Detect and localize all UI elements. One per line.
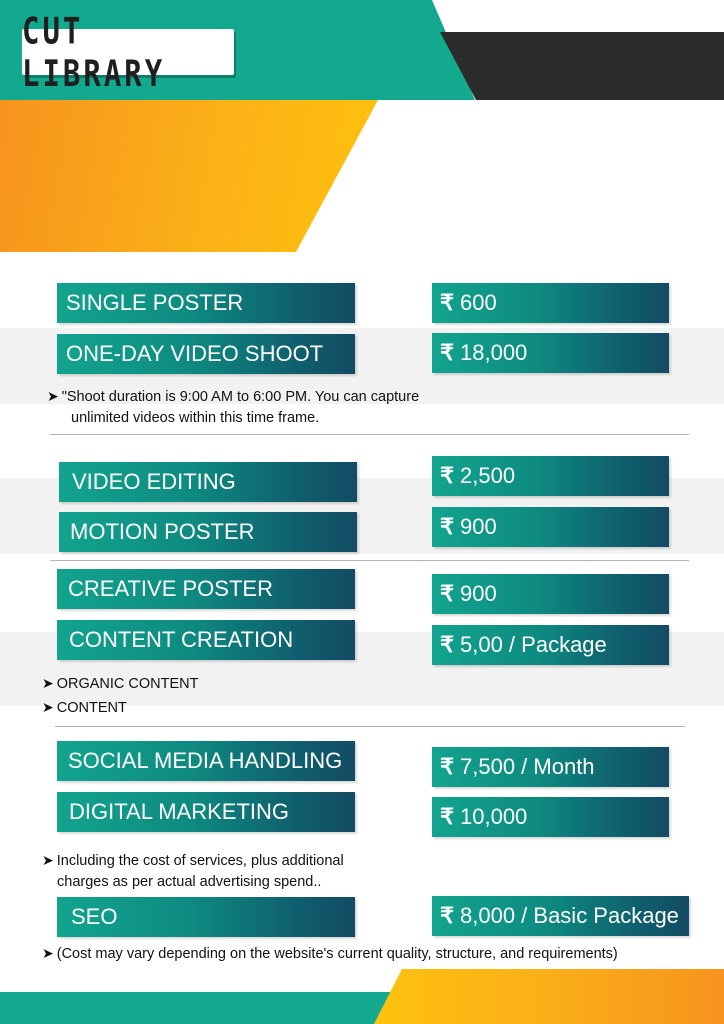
rupee-icon: ₹ [440, 514, 454, 539]
price-digital-marketing: ₹ 10,000 [432, 797, 669, 837]
arrow-bullet-icon: ➤ [42, 699, 54, 715]
logo [22, 9, 234, 95]
note-seo: ➤ (Cost may vary depending on the website's current quality, structure, and requirements) [42, 945, 618, 962]
price-content-creation: ₹ 5,00 / Package [432, 625, 669, 665]
price-video-editing: ₹ 2,500 [432, 456, 669, 496]
service-one-day-video-shoot: ONE-DAY VIDEO SHOOT [57, 334, 355, 374]
price-single-poster: ₹ 600 [432, 283, 669, 323]
rupee-icon: ₹ [440, 804, 454, 829]
note-content-creation: ➤ ORGANIC CONTENT ➤ CONTENT [42, 675, 199, 716]
service-video-editing: VIDEO EDITING [59, 462, 357, 502]
divider [55, 726, 685, 727]
arrow-bullet-icon: ➤ [47, 388, 59, 404]
price-creative-poster: ₹ 900 [432, 574, 669, 614]
divider [50, 560, 689, 561]
price-seo: ₹ 8,000 / Basic Package [432, 896, 689, 936]
service-single-poster: SINGLE POSTER [57, 283, 355, 323]
rupee-icon: ₹ [440, 754, 454, 779]
service-digital-marketing: DIGITAL MARKETING [57, 792, 355, 832]
service-seo: SEO [57, 897, 355, 937]
service-content-creation: CONTENT CREATION [57, 620, 355, 660]
rupee-icon: ₹ [440, 903, 454, 928]
divider [50, 434, 689, 435]
rupee-icon: ₹ [440, 632, 454, 657]
price-motion-poster: ₹ 900 [432, 507, 669, 547]
header-orange-shape [0, 100, 378, 252]
price-one-day-video-shoot: ₹ 18,000 [432, 333, 669, 373]
arrow-bullet-icon: ➤ [42, 852, 54, 868]
service-motion-poster: MOTION POSTER [59, 512, 357, 552]
arrow-bullet-icon: ➤ [42, 945, 54, 961]
rupee-icon: ₹ [440, 290, 454, 315]
note-digital-marketing: ➤ Including the cost of services, plus additional charges as per actual advertising spend.. [42, 852, 344, 890]
note-video-shoot: ➤ "Shoot duration is 9:00 AM to 6:00 PM. You can capture unlimited videos within this time frame. [47, 388, 420, 426]
service-social-media-handling: SOCIAL MEDIA HANDLING [57, 741, 355, 781]
arrow-bullet-icon: ➤ [42, 675, 54, 691]
footer-orange-shape [374, 969, 724, 1024]
rupee-icon: ₹ [440, 581, 454, 606]
header-dark-band [440, 32, 724, 100]
rupee-icon: ₹ [440, 463, 454, 488]
price-social-media-handling: ₹ 7,500 / Month [432, 747, 669, 787]
rupee-icon: ₹ [440, 340, 454, 365]
service-creative-poster: CREATIVE POSTER [57, 569, 355, 609]
logo-text: CUT LIBRARY [22, 9, 166, 95]
